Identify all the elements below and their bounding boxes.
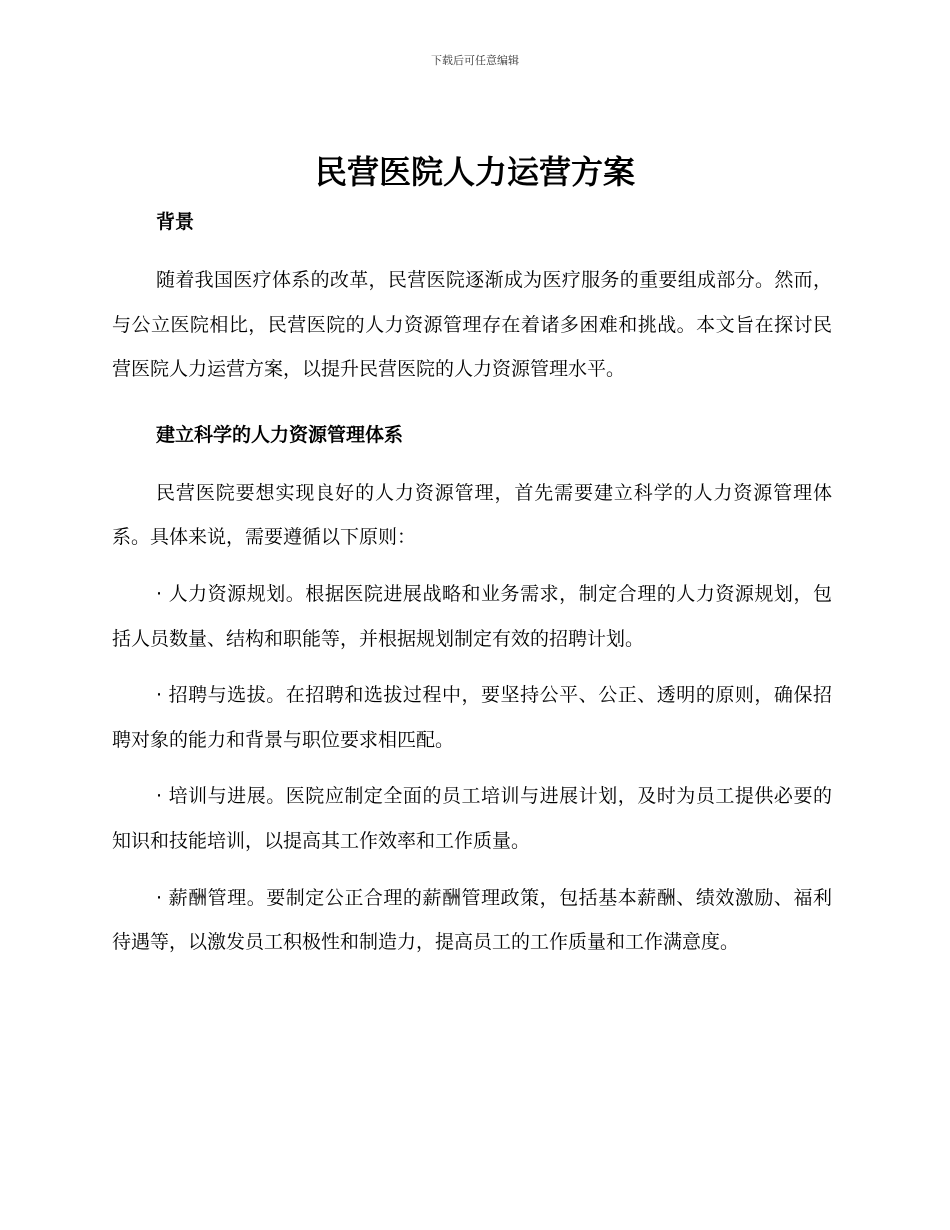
document-body	[112, 204, 832, 965]
bullet-item-training: · 培训与进展。医院应制定全面的员工培训与进展计划，及时为员工提供必要的知识和技能培训，以提高其工作效率和工作质量。	[112, 785, 832, 852]
background-paragraph: 随着我国医疗体系的改革，民营医院逐渐成为医疗服务的重要组成部分。然而，与公立医院相比，民营医院的人力资源管理存在着诸多困难和挑战。本文旨在探讨民营医院人力运营方案，以提升民营医院的人力资源管理水平。	[112, 269, 832, 381]
section-heading-background: 背景	[156, 211, 195, 233]
bullet-item-recruitment: · 招聘与选拔。在招聘和选拔过程中，要坚持公平、公正、透明的原则，确保招聘对象的能力和背景与职位要求相匹配。	[112, 684, 832, 751]
bullet-item-hr-planning: · 人力资源规划。根据医院进展战略和业务需求，制定合理的人力资源规划，包括人员数量、结构和职能等，并根据规划制定有效的招聘计划。	[112, 582, 832, 650]
hr-system-intro-paragraph: 民营医院要想实现良好的人力资源管理，首先需要建立科学的人力资源管理体系。具体来说，需要遵循以下原则：	[112, 481, 832, 549]
bullet-item-compensation: · 薪酬管理。要制定公正合理的薪酬管理政策，包括基本薪酬、绩效激励、福利待遇等，以激发员工积极性和制造力，提高员工的工作质量和工作满意度。	[112, 886, 832, 954]
document-title: 民营医院人力运营方案	[314, 153, 635, 191]
section-heading-hr-system: 建立科学的人力资源管理体系	[156, 423, 404, 446]
page-header-note: 下载后可任意编辑	[431, 54, 519, 67]
